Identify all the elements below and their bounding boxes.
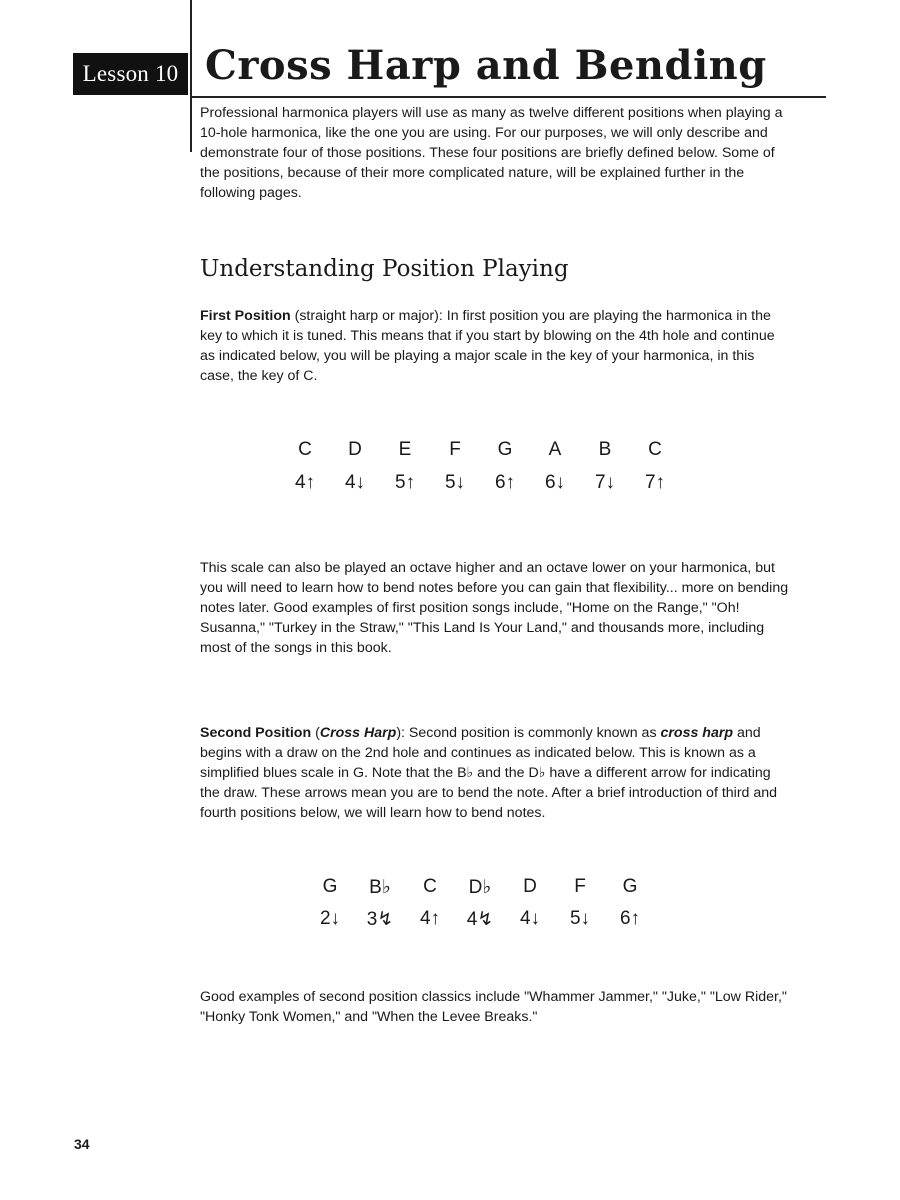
note: D [523,876,537,897]
tab: 4↓ [519,908,541,929]
tab: 4↓ [344,472,366,493]
scale1-tabs [280,472,680,494]
tab: 2↓ [319,908,341,929]
second-position-paragraph: Second Position (Cross Harp): Second position is commonly known as cross harp and begins with a draw on the 2nd hole and continues as indicated below. This is known as a simplified blues scale in G. Note that the B♭ and the D♭ have a different arrow for indicating the draw. These arrows mean you are to bend the note. After a brief introduction of third and fourth positions below, we will learn how to bend notes. [200,725,778,821]
scale2-notes [305,876,655,899]
first-position-label: First Position [200,308,291,324]
cross-harp-term: cross harp [660,725,734,741]
scale-note-paragraph: This scale can also be played an octave higher and an octave lower on your harmonica, but you will need to learn how to bend notes before you can gain that flexibility... more on bending notes later. Good examples of first position songs include, "Home on the Range," "Oh! Susanna," "Turkey in the Straw," "This Land Is Your Land," and thousands more, including most of the songs in this book. [200,560,789,656]
note: C [648,439,662,460]
note: C [423,876,437,897]
note: B [598,439,612,460]
tab: 6↓ [544,472,566,493]
note: G [322,876,338,897]
note: B♭ [369,877,391,898]
note: F [449,439,461,460]
second-position-paren: Cross Harp [319,725,397,741]
second-position-label: Second Position [200,725,312,741]
note: A [548,439,562,460]
note: G [497,439,513,460]
page-title: Cross Harp and Bending [205,42,767,89]
title-rule [190,96,826,98]
tab: 5↑ [394,472,416,493]
tab: 4↑ [419,908,441,929]
tab: 5↓ [569,908,591,929]
tab: 6↑ [494,472,516,493]
lesson-label: Lesson 10 [73,53,188,95]
tab: 6↑ [619,908,641,929]
examples-paragraph: Good examples of second position classics include "Whammer Jammer," "Juke," "Low Rider," "Honky Tonk Women," and "When the Levee Breaks." [200,989,787,1025]
note: C [298,439,312,460]
page-number: 34 [74,1136,90,1152]
note: D [348,439,362,460]
note: E [398,439,412,460]
tab: 4↯ [466,909,494,930]
first-position-paragraph [200,306,790,386]
note: F [574,876,586,897]
margin-line [190,0,192,152]
note: G [622,876,638,897]
tab: 7↓ [594,472,616,493]
scale2-tabs [305,908,655,931]
tab: 3↯ [366,909,394,930]
tab: 5↓ [444,472,466,493]
second-position-text-a: : Second position is commonly known as [401,725,661,741]
scale1-notes [280,439,680,461]
second-position-text-b: and begins with a draw on the 2nd hole and continues as indicated below. This is known as a simplified blues scale in G. Note that the B♭ and the D♭ have a different arrow for indicating the draw. These arrows mean you are to bend the note. After a brief introduction of third and fourth positions below, we will learn how to bend notes. [200,725,778,821]
tab: 4↑ [294,472,316,493]
note: D♭ [468,877,492,898]
tab: 7↑ [644,472,666,493]
first-position-text: (straight harp or major): In first position you are playing the harmonica in the key to which it is tuned. This means that if you start by blowing on the 4th hole and continue as indicated below, you will be playing a major scale in the key of your harmonica, in this case, the key of C. [200,308,775,384]
intro-paragraph: Professional harmonica players will use as many as twelve different positions when playing a 10-hole harmonica, like the one you are using. For our purposes, we will only describe and demonstrate four of those positions. These four positions are briefly defined below. Some of the positions, because of their more complicated nature, will be explained further in the following pages. [200,105,783,201]
section-heading: Understanding Position Playing [200,256,569,282]
